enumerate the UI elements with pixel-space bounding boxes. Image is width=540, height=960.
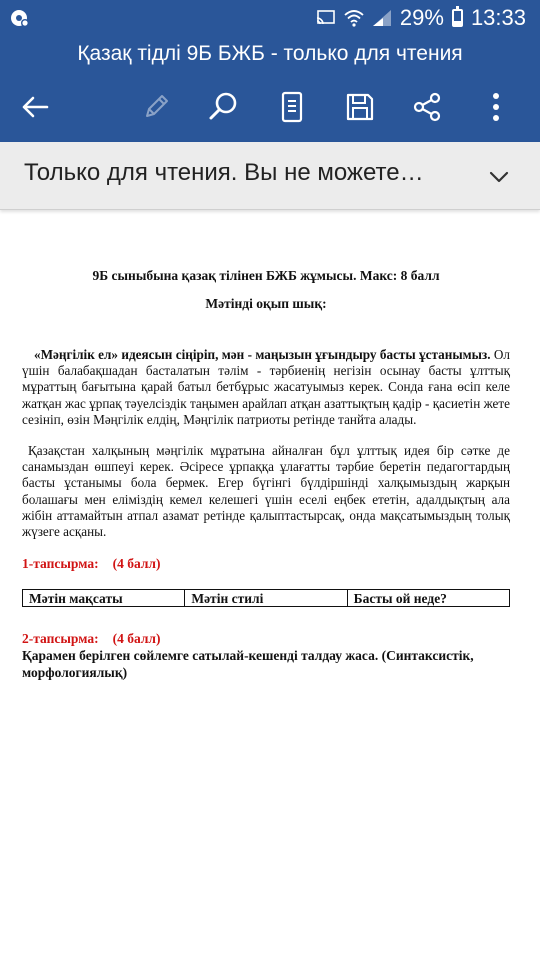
paragraph-1-text: Ол үшін балабақшадан басталатын тәлім - тәрбиенің негізін осынау басты ұлттық мұраттың бағытына қарай батыл бетбұрыс жасатуымыз керек. Сонда ғана өсіп келе жатқан жас ұрпақ тәуелсіздік таңымен арайлап атқан азаттықтың қадір - қасиетін жете сезініп, өзін Мәңгілік елдің, Мәңгілік патриоты ретінде танйта алады. [22,347,510,427]
battery-fill [454,21,461,25]
paragraph-1 [22,347,510,428]
chevron-down-icon[interactable] [484,162,514,192]
table-cell: Басты ой неде? [347,590,509,607]
search-button[interactable] [201,85,245,129]
document-title: Қазақ тідлі 9Б БЖБ - только для чтения [0,36,540,72]
task-2-instruction: Қарамен берілген сөйлемге сатылай-кешенді талдау жаса. (Синтаксистік, морфологиялық) [22,648,474,680]
task-1-points: (4 балл) [112,556,161,571]
wifi-icon [344,9,364,27]
edit-button[interactable] [134,85,178,129]
battery-icon [452,9,463,27]
task-2-points: (4 балл) [112,631,161,646]
status-bar [0,0,540,36]
task-1-heading [22,556,160,572]
read-only-message: Только для чтения. Вы не можете… [24,159,424,186]
doc-heading: 9Б сыныбына қазақ тілінен БЖБ жұмысы. Макс: 8 балл [92,268,440,283]
share-button[interactable] [405,85,449,129]
mobile-view-icon [280,91,304,123]
clock: 13:33 [470,5,526,30]
task-1-label: 1-тапсырма: [22,556,99,571]
more-options-button[interactable] [474,85,518,129]
notification-icon [10,8,30,28]
back-button[interactable] [13,85,57,129]
cast-icon [316,10,336,26]
doc-subheading: Мәтінді оқып шық: [205,296,327,311]
save-button[interactable] [338,85,382,129]
back-arrow-icon [20,92,50,122]
toolbar [0,72,540,142]
save-icon [345,92,375,122]
battery-percent: 29% [399,5,444,30]
table-cell: Мәтін стилі [185,590,347,607]
paragraph-2: Қазақстан халқының мәңгілік мұратына айналған бұл ұлттық идея бір сәтке де санамыздан өшпеуі керек. Әсіресе ұрпаққа ұлағатты тәрбие беретін педагогтардың басты ұстанымы бола бермек. Егер бүгінгі бүлдіршінді халқымыздың жарқын болашағы мен еліміздің кемел келешегі үшін еселі еңбек ететін, адалдықтың ала жібін аттамайтын атпал азамат ретінде қалыптастырсақ, онда мақсатымыздың толық жүзеге асқаны. [22,443,510,540]
table-row [23,590,510,607]
task-2-label: 2-тапсырма: [22,631,99,646]
more-icon [490,92,502,122]
table-cell: Мәтін мақсаты [23,590,185,607]
pencil-icon [141,92,171,122]
paragraph-1-bold: «Мәңгілік ел» идеясын сіңіріп, мән - маңызын ұғындыру басты ұстанымыз. [34,347,491,362]
read-only-banner[interactable] [0,142,540,210]
signal-icon [372,9,392,27]
task-1-table [22,589,510,607]
share-icon [412,92,442,122]
mobile-view-button[interactable] [270,85,314,129]
task-2-heading [22,631,160,647]
search-icon [207,91,239,123]
